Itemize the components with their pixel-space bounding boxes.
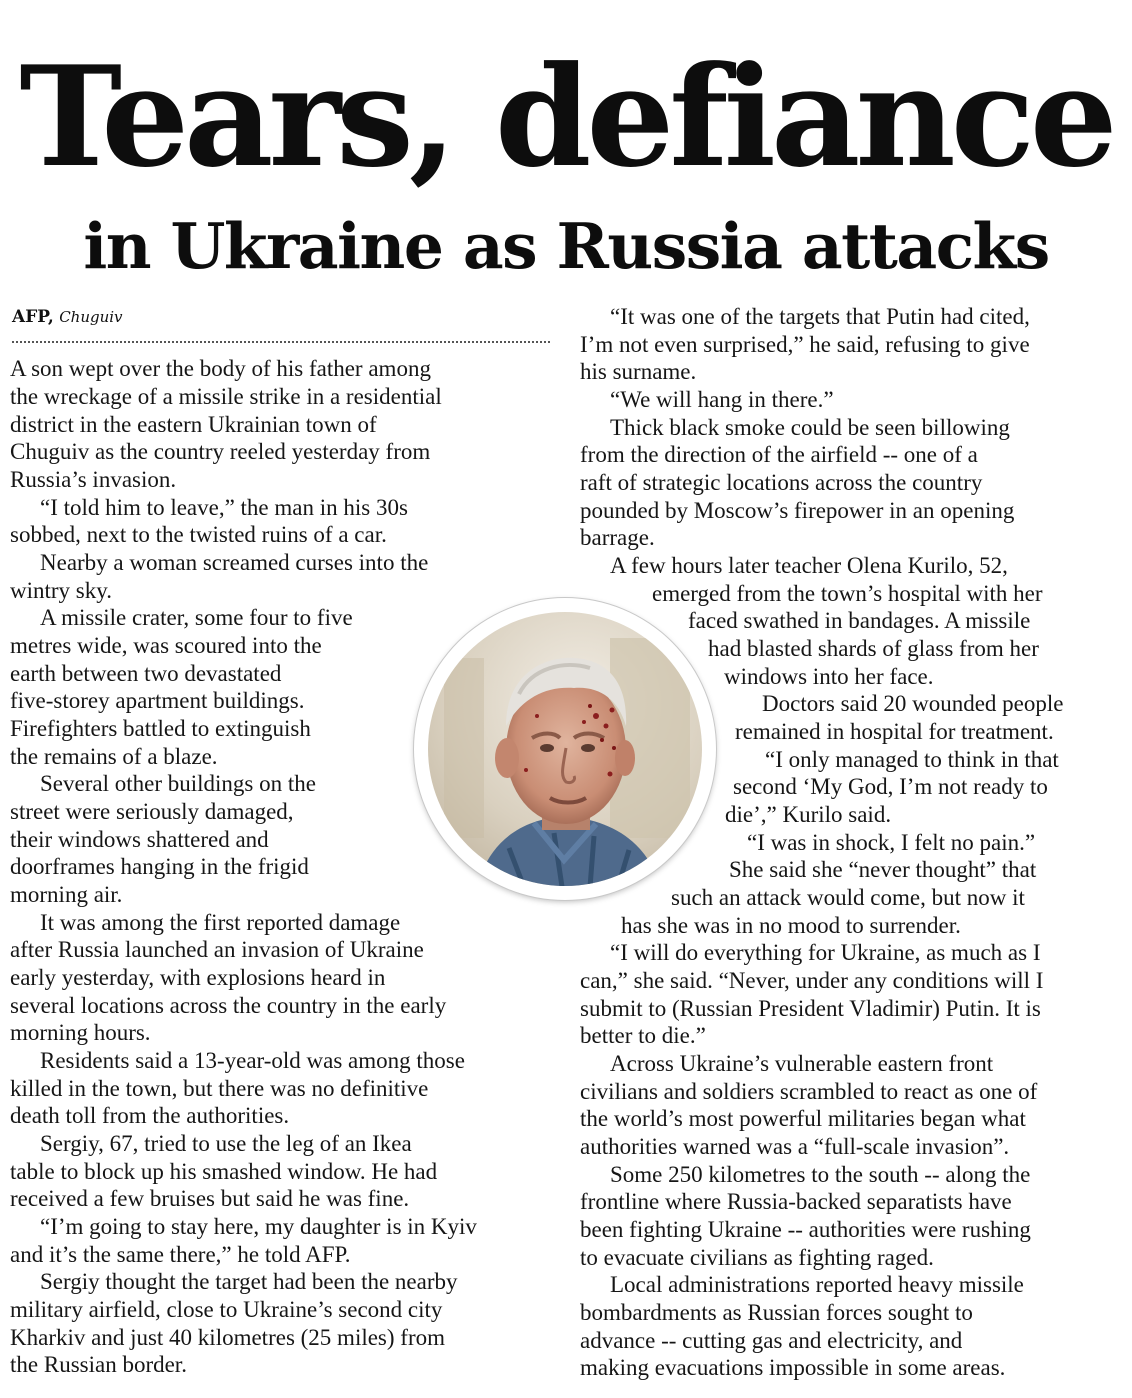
text-line: advance -- cutting gas and electricity, and — [580, 1328, 963, 1353]
text-line: metres wide, was scoured into the — [10, 633, 322, 658]
text-line: has she was in no mood to surrender. — [621, 913, 961, 938]
text-line: second ‘My God, I’m not ready to — [733, 774, 1048, 799]
text-line: raft of strategic locations across the country — [580, 470, 983, 495]
portrait-photo — [414, 598, 716, 900]
text-line: frontline where Russia-backed separatists have — [580, 1189, 1012, 1214]
text-line: wintry sky. — [10, 578, 113, 603]
text-line: after Russia launched an invasion of Ukraine — [10, 937, 424, 962]
text-line: “I’m going to stay here, my daughter is in Kyiv — [40, 1214, 477, 1239]
text-line: several locations across the country in the early — [10, 993, 447, 1018]
text-line: morning air. — [10, 882, 123, 907]
text-line: Several other buildings on the — [40, 771, 316, 796]
text-line: “It was one of the targets that Putin had cited, — [610, 304, 1030, 329]
text-line: Firefighters battled to extinguish — [10, 716, 311, 741]
headline-sub: in Ukraine as Russia attacks — [83, 209, 1049, 283]
headline-main: Tears, defiance — [19, 35, 1113, 198]
text-line: windows into her face. — [724, 664, 934, 689]
text-line: military airfield, close to Ukraine’s second city — [10, 1297, 443, 1322]
text-line: early yesterday, with explosions heard in — [10, 965, 386, 990]
text-line: the Russian border. — [10, 1352, 187, 1377]
text-line: death toll from the authorities. — [10, 1103, 290, 1128]
text-line: Across Ukraine’s vulnerable eastern front — [610, 1051, 994, 1076]
text-line: their windows shattered and — [10, 827, 269, 852]
text-line: Sergiy thought the target had been the nearby — [40, 1269, 458, 1294]
text-line: Russia’s invasion. — [10, 467, 177, 492]
text-line: pounded by Moscow’s firepower in an opening — [580, 498, 1015, 523]
text-line: A few hours later teacher Olena Kurilo, 52, — [610, 553, 1008, 578]
text-line: A missile crater, some four to five — [40, 605, 353, 630]
text-line: emerged from the town’s hospital with her — [652, 581, 1043, 606]
text-line: the wreckage of a missile strike in a residential — [10, 384, 442, 409]
text-line: die’,” Kurilo said. — [725, 802, 892, 827]
text-line: table to block up his smashed window. He had — [10, 1159, 438, 1184]
text-line: sobbed, next to the twisted ruins of a car. — [10, 522, 387, 547]
text-line: submit to (Russian President Vladimir) Putin. It is — [580, 996, 1041, 1021]
text-line: faced swathed in bandages. A missile — [688, 608, 1031, 633]
text-line: morning hours. — [10, 1020, 151, 1045]
text-line: Thick black smoke could be seen billowing — [610, 415, 1010, 440]
text-line: district in the eastern Ukrainian town of — [10, 412, 377, 437]
text-line: had blasted shards of glass from her — [708, 636, 1039, 661]
text-line: “I will do everything for Ukraine, as much as I — [610, 940, 1041, 965]
byline-divider — [12, 341, 550, 343]
text-line: Residents said a 13-year-old was among those — [40, 1048, 465, 1073]
text-line: better to die.” — [580, 1023, 706, 1048]
text-line: Doctors said 20 wounded people — [762, 691, 1064, 716]
text-line: earth between two devastated — [10, 661, 282, 686]
text-line: She said she “never thought” that — [729, 857, 1037, 882]
text-line: received a few bruises but said he was fine. — [10, 1186, 410, 1211]
text-line: street were seriously damaged, — [10, 799, 294, 824]
text-line: Some 250 kilometres to the south -- along the — [610, 1162, 1031, 1187]
text-line: “I only managed to think in that — [765, 747, 1059, 772]
text-line: I’m not even surprised,” he said, refusing to give — [580, 332, 1030, 357]
text-line: and it’s the same there,” he told AFP. — [10, 1242, 351, 1267]
text-line: his surname. — [580, 359, 697, 384]
text-line: the world’s most powerful militaries began what — [580, 1106, 1026, 1131]
text-line: bombardments as Russian forces sought to — [580, 1300, 973, 1325]
text-line: killed in the town, but there was no definitive — [10, 1076, 429, 1101]
text-line: authorities warned was a “full-scale invasion”. — [580, 1134, 1010, 1159]
text-line: It was among the first reported damage — [40, 910, 401, 935]
text-line: can,” she said. “Never, under any conditions will I — [580, 968, 1044, 993]
text-line: to evacuate civilians as fighting raged. — [580, 1245, 934, 1270]
text-line: “We will hang in there.” — [610, 387, 834, 412]
text-line: Nearby a woman screamed curses into the — [40, 550, 429, 575]
text-line: civilians and soldiers scrambled to react as one of — [580, 1079, 1038, 1104]
text-line: been fighting Ukraine -- authorities were rushing — [580, 1217, 1031, 1242]
text-line: from the direction of the airfield -- one of a — [580, 442, 978, 467]
text-line: Local administrations reported heavy missile — [610, 1272, 1024, 1297]
text-line: remained in hospital for treatment. — [735, 719, 1054, 744]
text-line: Sergiy, 67, tried to use the leg of an Ikea — [40, 1131, 412, 1156]
text-line: “I told him to leave,” the man in his 30s — [40, 495, 408, 520]
byline-place: Chuguiv — [59, 308, 123, 326]
text-line: A son wept over the body of his father among — [10, 356, 431, 381]
text-line: five-storey apartment buildings. — [10, 688, 305, 713]
text-line: “I was in shock, I felt no pain.” — [747, 830, 1036, 855]
text-line: Kharkiv and just 40 kilometres (25 miles) from — [10, 1325, 446, 1350]
byline-agency: AFP, — [12, 307, 54, 327]
text-line: barrage. — [580, 525, 655, 550]
portrait-photo-icon — [414, 598, 716, 900]
text-line: Chuguiv as the country reeled yesterday from — [10, 439, 431, 464]
text-line: such an attack would come, but now it — [671, 885, 1025, 910]
text-line: the remains of a blaze. — [10, 744, 218, 769]
text-line: doorframes hanging in the frigid — [10, 854, 309, 879]
byline — [12, 305, 123, 329]
text-line: making evacuations impossible in some areas. — [580, 1355, 1006, 1380]
